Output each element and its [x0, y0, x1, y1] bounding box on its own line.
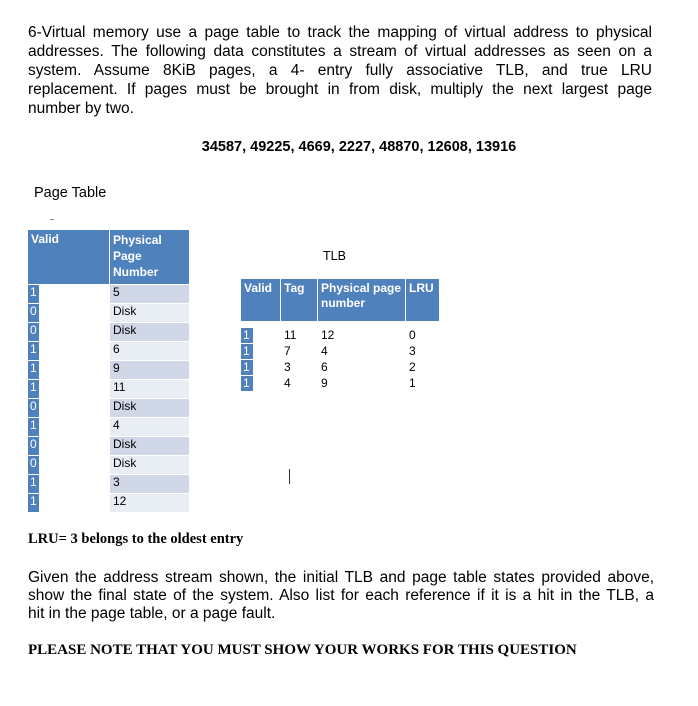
tlb-lru-cell: 0	[406, 328, 440, 344]
tlb-valid-column	[241, 328, 281, 344]
page-table-valid-column	[28, 456, 110, 475]
page-table-valid-cell: 1	[28, 361, 39, 379]
decorative-tick	[50, 219, 54, 220]
page-table	[27, 229, 190, 513]
table-row	[28, 304, 190, 323]
tlb-valid-cell: 1	[241, 360, 253, 375]
table-row	[28, 380, 190, 399]
page-table-valid-column	[28, 399, 110, 418]
page-table-valid-cell: 1	[28, 342, 39, 360]
tlb-physical-header: Physical page number	[318, 279, 406, 322]
page-table-valid-cell: 0	[28, 304, 39, 322]
page-table-physical-header: Physical Page Number	[110, 230, 190, 285]
page-table-valid-column	[28, 494, 110, 513]
question-line: number by two.	[28, 100, 134, 117]
page-table-valid-column	[28, 342, 110, 361]
page-table-ppn-cell: 9	[110, 361, 190, 380]
tlb-tag-header: Tag	[281, 279, 318, 322]
tlb-ppn-cell: 6	[318, 360, 406, 376]
given-line: Given the address stream shown, the initial TLB and page table states provided above,	[28, 569, 654, 586]
page-table-ppn-cell: 5	[110, 285, 190, 304]
tlb-valid-header: Valid	[241, 279, 281, 322]
page-table-ppn-cell: Disk	[110, 323, 190, 342]
tlb-valid-column	[241, 344, 281, 360]
tlb-tag-cell: 3	[281, 360, 318, 376]
table-row	[28, 475, 190, 494]
tlb-valid-column	[241, 376, 281, 392]
lru-note: LRU= 3 belongs to the oldest entry	[28, 531, 244, 547]
page-table-ppn-cell: Disk	[110, 437, 190, 456]
tlb-lru-cell: 2	[406, 360, 440, 376]
table-row	[28, 437, 190, 456]
page-table-valid-cell: 0	[28, 456, 39, 474]
table-row	[241, 328, 440, 344]
text-cursor	[289, 469, 290, 484]
given-text	[28, 569, 654, 623]
tlb-lru-cell: 1	[406, 376, 440, 392]
table-row	[241, 360, 440, 376]
page-table-valid-header: Valid	[28, 230, 110, 285]
page-table-valid-column	[28, 475, 110, 494]
page-table-body	[28, 285, 190, 513]
table-row	[28, 361, 190, 380]
tlb-tag-cell: 11	[281, 328, 318, 344]
table-row	[241, 344, 440, 360]
question-text	[28, 23, 652, 118]
table-row	[28, 399, 190, 418]
tlb-lru-header: LRU	[406, 279, 440, 322]
page-table-valid-cell: 1	[28, 380, 39, 398]
page-table-valid-cell: 0	[28, 323, 39, 341]
question-line: system. Assume 8KiB pages, a 4- entry fully associative TLB, and true LRU	[28, 62, 652, 79]
page-table-valid-cell: 1	[28, 475, 39, 493]
table-row	[28, 342, 190, 361]
page-table-ppn-cell: 12	[110, 494, 190, 513]
page-table-ppn-cell: 6	[110, 342, 190, 361]
page-table-ppn-cell: Disk	[110, 399, 190, 418]
page-table-valid-column	[28, 361, 110, 380]
page-table-valid-cell: 1	[28, 494, 39, 512]
table-row	[28, 323, 190, 342]
page-table-valid-column	[28, 380, 110, 399]
page-table-ppn-cell: 3	[110, 475, 190, 494]
tlb-ppn-cell: 4	[318, 344, 406, 360]
table-row	[241, 376, 440, 392]
given-line: show the final state of the system. Also list for each reference if it is a hit in the TLB, a	[28, 587, 654, 604]
page-table-valid-column	[28, 418, 110, 437]
page-table-valid-cell: 1	[28, 418, 39, 436]
address-stream: 34587, 49225, 4669, 2227, 48870, 12608, 13916	[201, 139, 517, 155]
page-table-valid-cell: 0	[28, 399, 39, 417]
please-note: PLEASE NOTE THAT YOU MUST SHOW YOUR WORKS FOR THIS QUESTION	[28, 642, 577, 658]
table-row	[28, 456, 190, 475]
question-line: replacement. If pages must be brought in from disk, multiply the next largest page	[28, 81, 652, 98]
page-table-valid-cell: 0	[28, 437, 39, 455]
page-table-valid-cell: 1	[28, 285, 39, 303]
tlb-caption: TLB	[323, 249, 346, 263]
page-table-ppn-cell: 11	[110, 380, 190, 399]
table-row	[28, 285, 190, 304]
tlb-ppn-cell: 9	[318, 376, 406, 392]
question-line: 6-Virtual memory use a page table to track the mapping of virtual address to physical	[28, 24, 652, 41]
tlb-ppn-cell: 12	[318, 328, 406, 344]
page-table-ppn-cell: Disk	[110, 304, 190, 323]
page-table-valid-column	[28, 437, 110, 456]
page-table-valid-column	[28, 323, 110, 342]
table-row	[28, 494, 190, 513]
page-table-valid-column	[28, 304, 110, 323]
given-line: hit in the page table, or a page fault.	[28, 605, 276, 622]
tlb-valid-cell: 1	[241, 328, 253, 343]
table-row	[28, 418, 190, 437]
page-table-valid-column	[28, 285, 110, 304]
question-line: addresses. The following data constitutes a stream of virtual addresses as seen on a	[28, 43, 652, 60]
page-table-ppn-cell: 4	[110, 418, 190, 437]
page-table-ppn-cell: Disk	[110, 456, 190, 475]
tlb-valid-cell: 1	[241, 344, 253, 359]
tlb-lru-cell: 3	[406, 344, 440, 360]
tlb-tag-cell: 7	[281, 344, 318, 360]
tlb-valid-column	[241, 360, 281, 376]
tlb-valid-cell: 1	[241, 376, 253, 391]
page-table-caption: Page Table	[34, 185, 107, 201]
tlb-body	[241, 328, 440, 392]
tlb-table	[240, 278, 440, 392]
tlb-tag-cell: 4	[281, 376, 318, 392]
